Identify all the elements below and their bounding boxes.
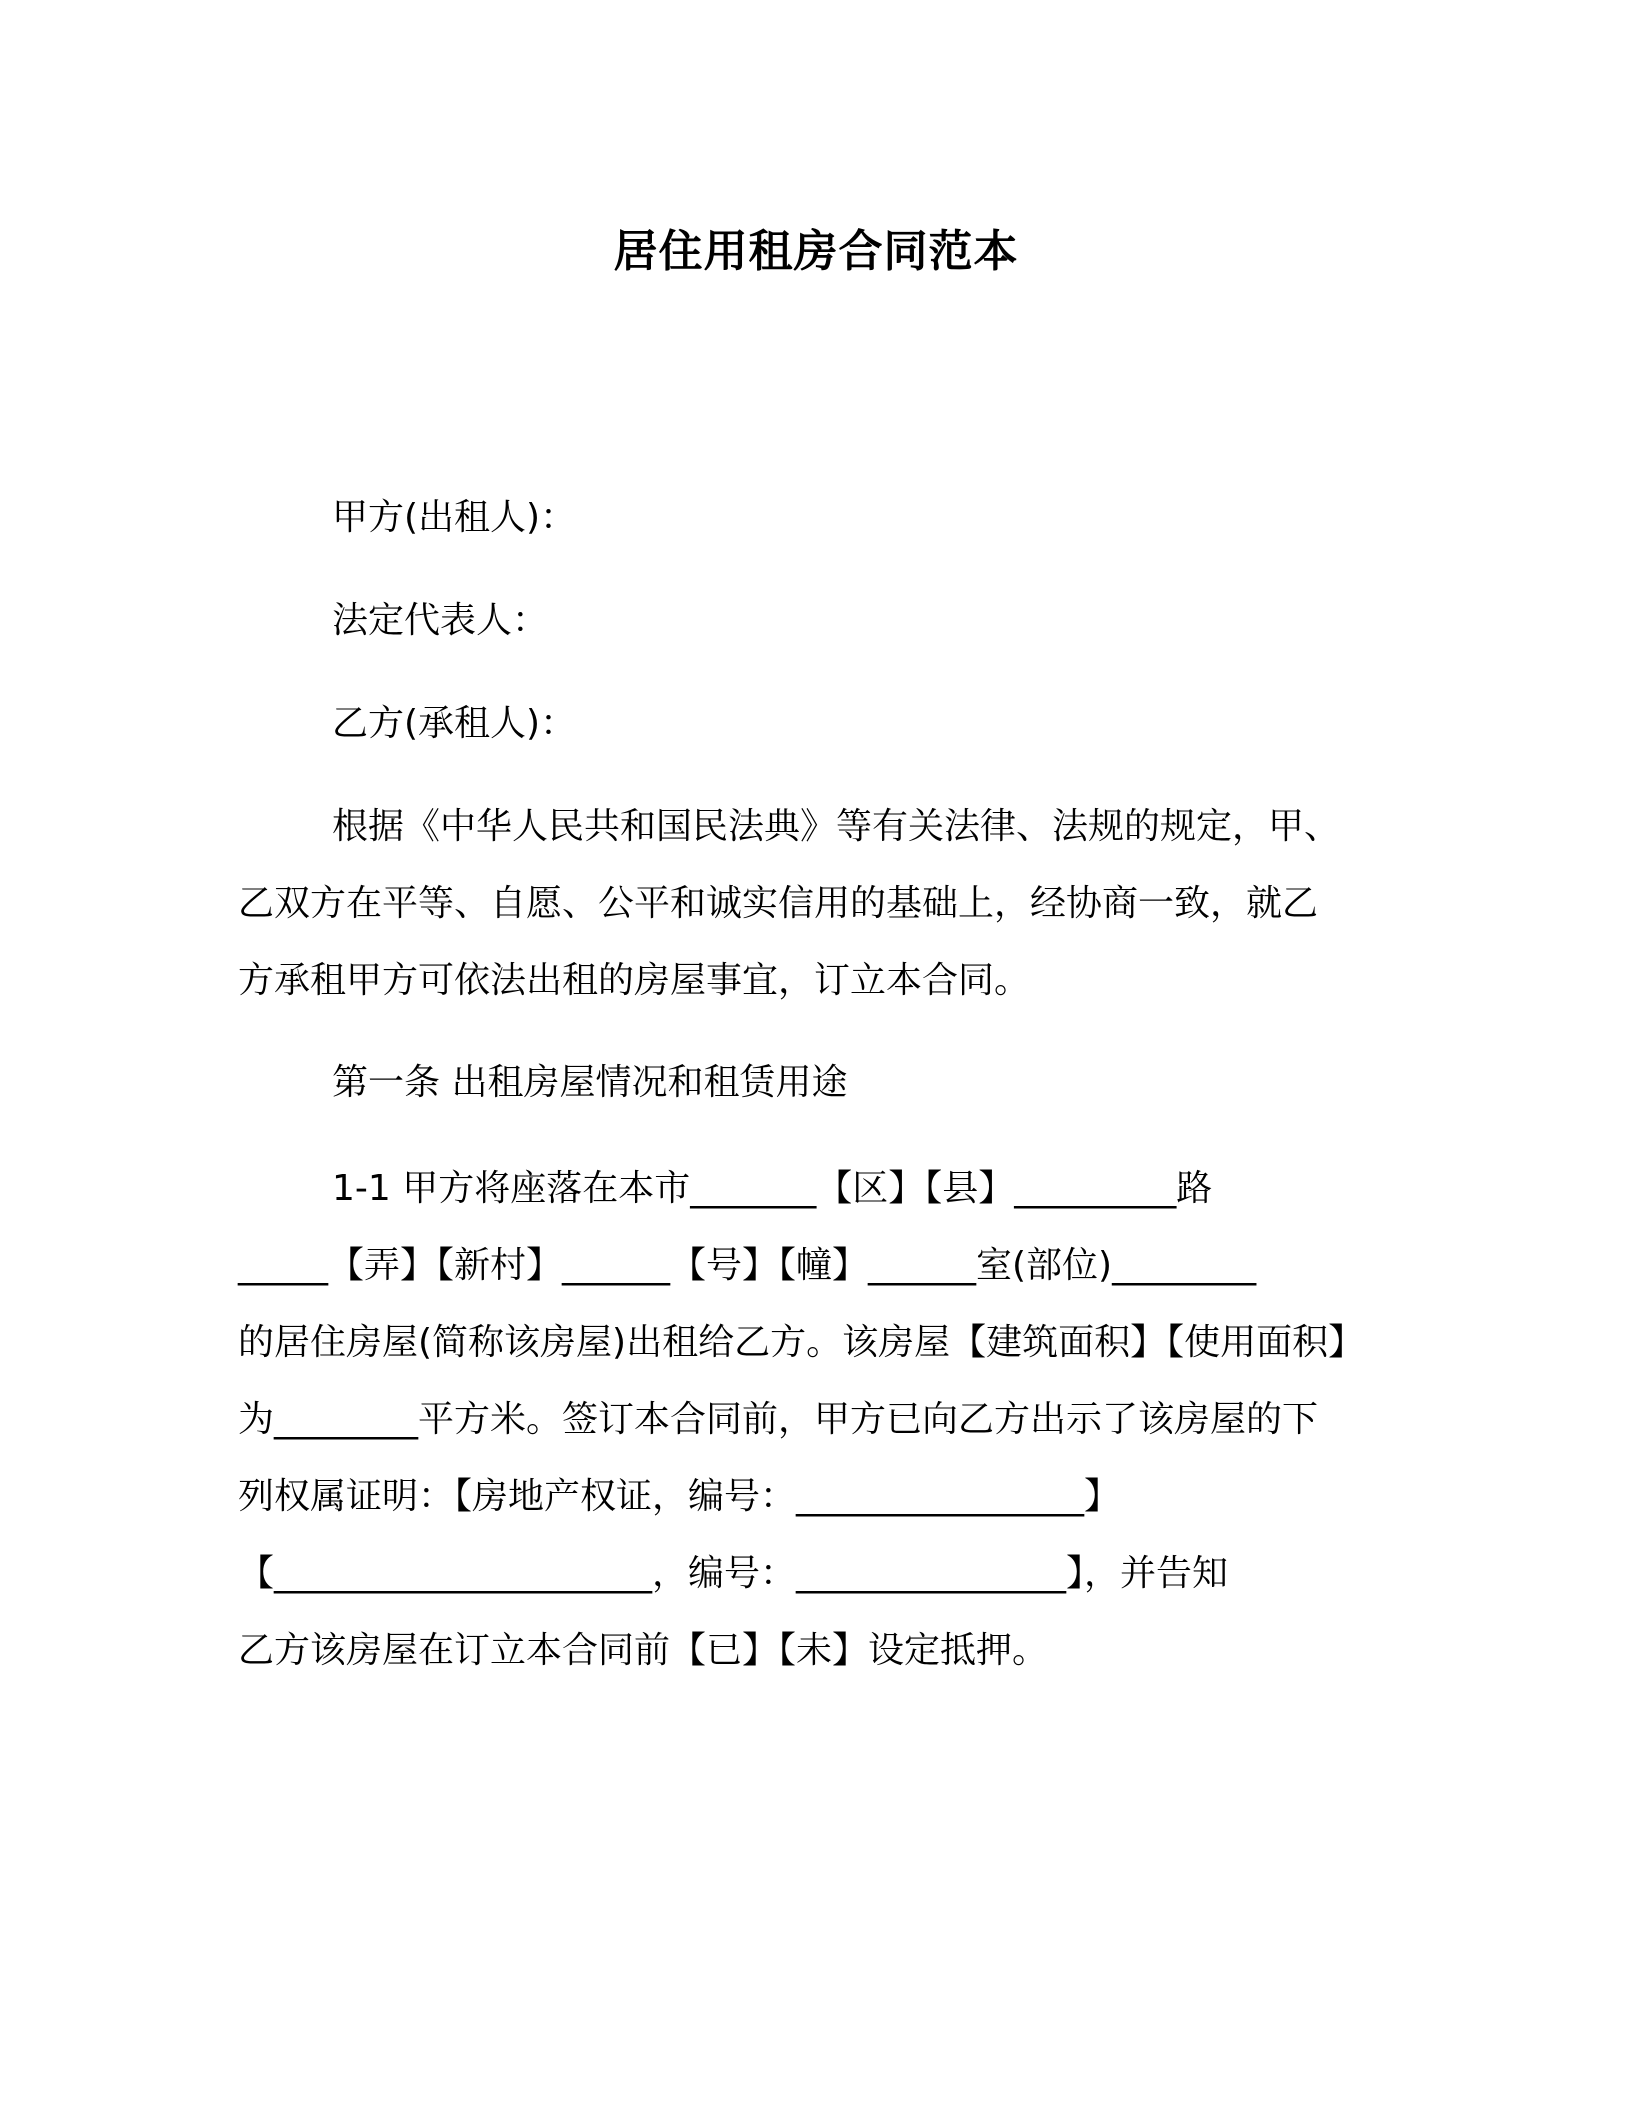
article-1-1-line: 列权属证明：【房地产权证，编号：________________】 bbox=[238, 1476, 1121, 1517]
article-1-1-line: _____【弄】【新村】______【号】【幢】______室(部位)________ bbox=[238, 1245, 1257, 1286]
article-1-1-line: 乙方该房屋在订立本合同前【已】【未】设定抵押。 bbox=[238, 1630, 1049, 1671]
intro-paragraph-line: 根据《中华人民共和国民法典》等有关法律、法规的规定，甲、 bbox=[332, 806, 1341, 847]
party-b-label: 乙方(承租人)： bbox=[332, 703, 577, 744]
party-a-label: 甲方(出租人)： bbox=[332, 497, 577, 538]
article-1-heading: 第一条 出租房屋情况和租赁用途 bbox=[332, 1062, 848, 1103]
intro-paragraph-line: 乙双方在平等、自愿、公平和诚实信用的基础上，经协商一致，就乙 bbox=[238, 883, 1319, 924]
legal-representative-label: 法定代表人： bbox=[332, 600, 549, 641]
article-1-1-line: 1-1 甲方将座落在本市_______【区】【县】_________路 bbox=[332, 1168, 1213, 1209]
document-title: 居住用租房合同范本 bbox=[613, 226, 1019, 277]
article-1-1-line: 【_____________________，编号：_______________】，并告知 bbox=[238, 1553, 1229, 1594]
article-1-1-line: 为________平方米。签订本合同前，甲方已向乙方出示了该房屋的下 bbox=[238, 1399, 1319, 1440]
intro-paragraph-line: 方承租甲方可依法出租的房屋事宜，订立本合同。 bbox=[238, 960, 1031, 1001]
article-1-1-line: 的居住房屋(简称该房屋)出租给乙方。该房屋【建筑面积】【使用面积】 bbox=[238, 1322, 1365, 1363]
